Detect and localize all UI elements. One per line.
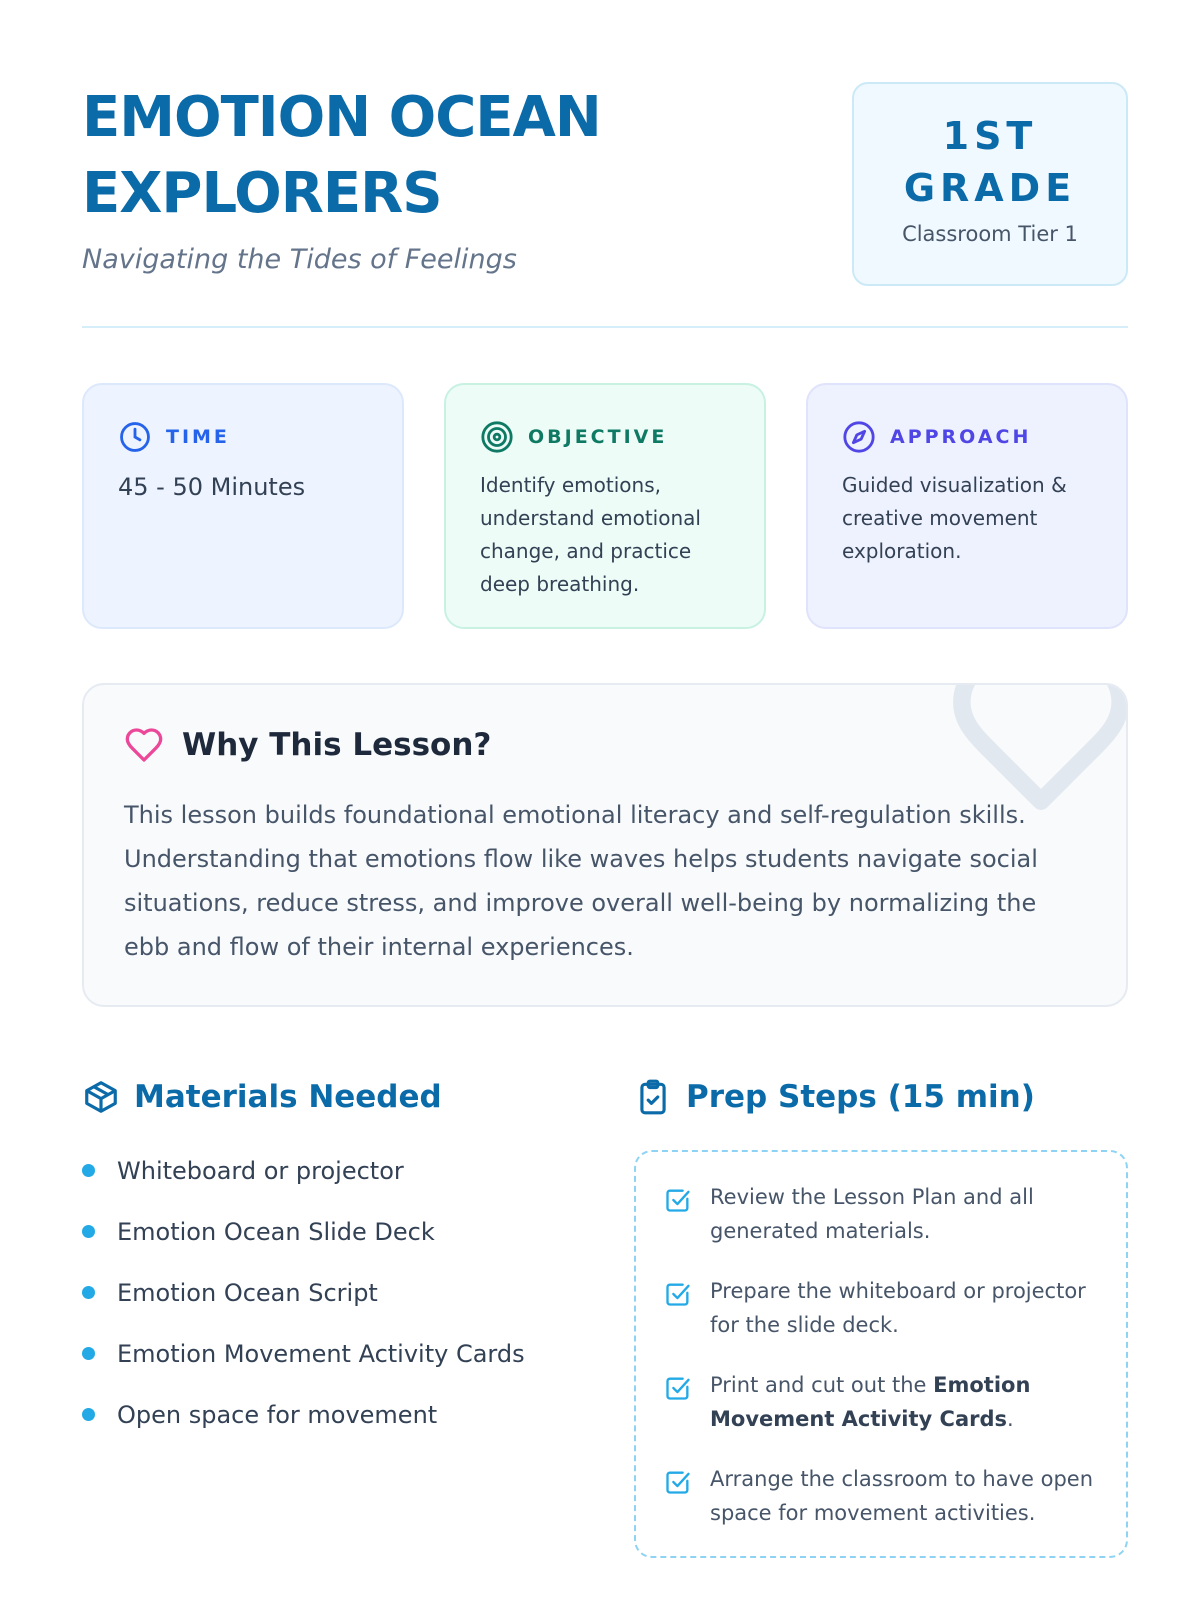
- approach-text: Guided visualization & creative movement exploration.: [842, 473, 1067, 563]
- prep-header: [634, 1078, 1035, 1116]
- page-title-line-1: EMOTION OCEAN: [82, 85, 601, 150]
- material-text: Emotion Movement Activity Cards: [117, 1339, 525, 1368]
- list-item: [664, 1462, 1096, 1530]
- prep-title: Prep Steps (15 min): [686, 1079, 1035, 1115]
- clock-icon: [118, 420, 152, 454]
- list-item: [664, 1274, 1096, 1342]
- compass-icon: [842, 420, 876, 454]
- checkbox-checked-icon: [664, 1374, 692, 1402]
- list-item: [82, 1201, 582, 1262]
- bullet-dot: [82, 1408, 95, 1421]
- lesson-plan-page: [82, 0, 1128, 1600]
- grade-badge: [852, 82, 1128, 286]
- prep-step-text-end: .: [1007, 1407, 1014, 1431]
- prep-step-text-part: Arrange the classroom to have open space for movement activities.: [710, 1467, 1094, 1525]
- material-text: Emotion Ocean Script: [117, 1278, 378, 1307]
- prep-step-text: [710, 1180, 1096, 1248]
- box-icon: [82, 1078, 120, 1116]
- prep-step-text-part: Review the Lesson Plan and all generated materials.: [710, 1185, 1034, 1243]
- why-lesson-title: Why This Lesson?: [182, 727, 492, 763]
- prep-step-bold: Emotion Movement Activity Cards: [710, 1373, 1031, 1431]
- material-text: Emotion Ocean Slide Deck: [117, 1217, 435, 1246]
- materials-header: [82, 1078, 442, 1116]
- target-icon: [480, 420, 514, 454]
- prep-step-text-part: Print and cut out the: [710, 1373, 934, 1397]
- prep-step-text-part: Prepare the whiteboard or projector for the slide deck.: [710, 1279, 1086, 1337]
- heart-icon: [124, 725, 164, 765]
- material-text: Open space for movement: [117, 1400, 438, 1429]
- list-item: [82, 1140, 582, 1201]
- prep-step-text: [710, 1274, 1096, 1342]
- checkbox-checked-icon: [664, 1186, 692, 1214]
- why-lesson-text: This lesson builds foundational emotional literacy and self-regulation skills. Understanding that emotions flow like waves helps students navigate social situations, reduce stress, and improve overall well-being by normalizing the ebb and flow of their internal experiences.: [124, 801, 1038, 961]
- bullet-dot: [82, 1164, 95, 1177]
- approach-card: [806, 383, 1128, 629]
- list-item: [82, 1323, 582, 1384]
- bullet-dot: [82, 1286, 95, 1299]
- approach-label: APPROACH: [890, 426, 1032, 448]
- title-block: [82, 80, 782, 275]
- list-item: [82, 1384, 582, 1445]
- clipboard-check-icon: [634, 1078, 672, 1116]
- bullet-dot: [82, 1347, 95, 1360]
- time-card: [82, 383, 404, 629]
- material-text: Whiteboard or projector: [117, 1156, 404, 1185]
- checkbox-checked-icon: [664, 1280, 692, 1308]
- page-title-line-2: EXPLORERS: [82, 161, 442, 226]
- grade-label-line-2: GRADE: [903, 166, 1077, 210]
- header: [82, 80, 1128, 290]
- why-lesson-section: [82, 683, 1128, 1007]
- materials-list: [82, 1140, 582, 1445]
- time-value: 45 - 50 Minutes: [118, 473, 306, 501]
- prep-steps-box: [634, 1150, 1128, 1558]
- objective-text: Identify emotions, understand emotional change, and practice deep breathing.: [480, 473, 701, 596]
- info-cards: [82, 383, 1128, 629]
- prep-step-text: [710, 1462, 1096, 1530]
- page-subtitle: Navigating the Tides of Feelings: [82, 244, 517, 275]
- materials-title: Materials Needed: [134, 1079, 442, 1115]
- list-item: [664, 1180, 1096, 1248]
- time-label: TIME: [166, 426, 230, 448]
- objective-card: [444, 383, 766, 629]
- list-item: [82, 1262, 582, 1323]
- grade-label-line-1: 1ST: [942, 114, 1038, 158]
- objective-label: OBJECTIVE: [528, 426, 668, 448]
- header-divider: [82, 326, 1128, 328]
- list-item: [664, 1368, 1096, 1436]
- bullet-dot: [82, 1225, 95, 1238]
- prep-step-text: [710, 1368, 1096, 1436]
- grade-tier: Classroom Tier 1: [902, 222, 1078, 246]
- checkbox-checked-icon: [664, 1468, 692, 1496]
